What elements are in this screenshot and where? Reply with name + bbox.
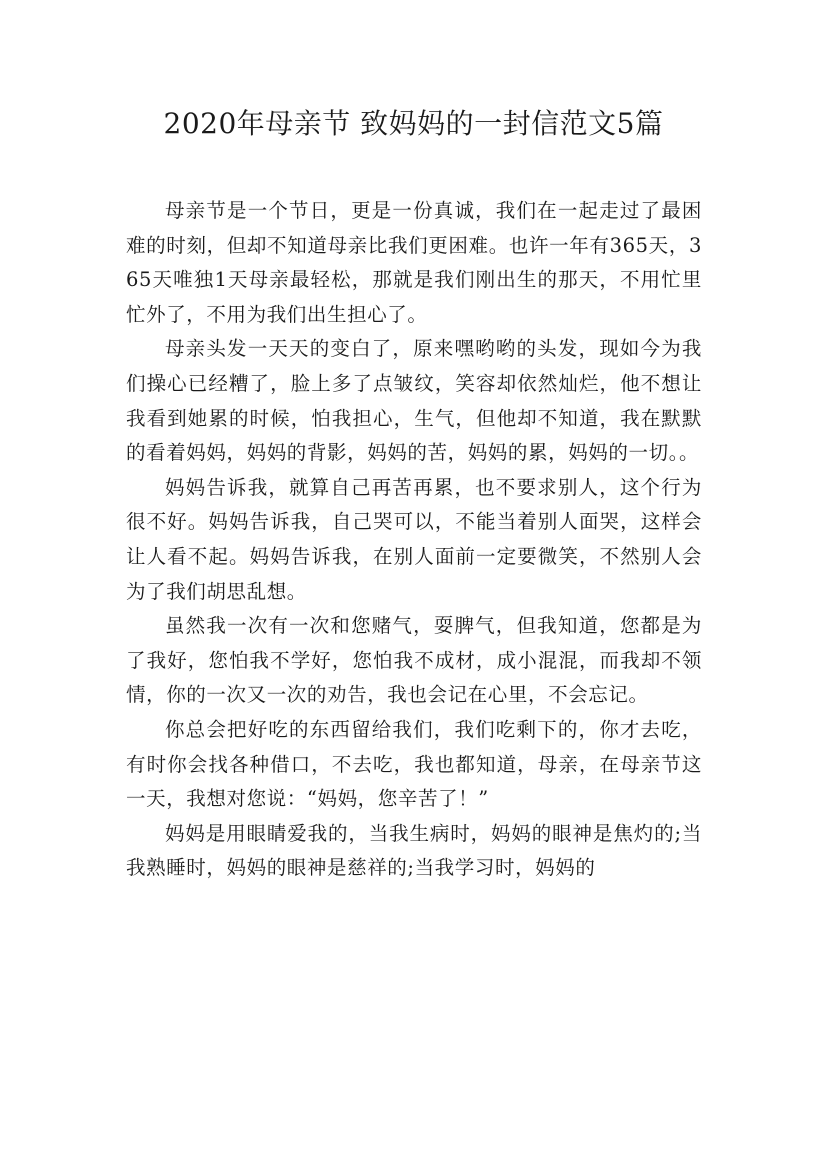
paragraph-4: 虽然我一次有一次和您赌气，耍脾气，但我知道，您都是为了我好，您怕我不学好，您怕我不成材，成小混混，而我却不领情，你的一次又一次的劝告，我也会记在心里，不会忘记。 (126, 614, 702, 707)
paragraph-1: 母亲节是一个节日，更是一份真诚，我们在一起走过了最困难的时刻，但却不知道母亲比我们更困难。也许一年有365天，365天唯独1天母亲最轻松，那就是我们刚出生的那天，不用忙里忙外了，不用为我们出生担心了。 (126, 199, 702, 326)
paragraph-3: 妈妈告诉我，就算自己再苦再累，也不要求别人，这个行为很不好。妈妈告诉我，自己哭可以，不能当着别人面哭，这样会让人看不起。妈妈告诉我，在别人面前一定要微笑，不然别人会为了我们胡思乱想。 (126, 475, 702, 603)
paragraph-5: 你总会把好吃的东西留给我们，我们吃剩下的，你才去吃，有时你会找各种借口，不去吃，我也都知道，母亲，在母亲节这一天，我想对您说：“妈妈，您辛苦了！” (126, 717, 702, 811)
paragraph-2: 母亲头发一天天的变白了，原来嘿哟哟的头发，现如今为我们操心已经糟了，脸上多了点皱纹，笑容却依然灿烂，他不想让我看到她累的时候，怕我担心，生气，但他却不知道，我在默默的看着妈妈，妈妈的背影，妈妈的苦，妈妈的累，妈妈的一切。。 (126, 337, 702, 465)
letter-body (126, 194, 702, 886)
page-title: 2020年母亲节 致妈妈的一封信范文5篇 (163, 107, 664, 140)
paragraph-6: 妈妈是用眼睛爱我的，当我生病时，妈妈的眼神是焦灼的;当我熟睡时，妈妈的眼神是慈祥的;当我学习时，妈妈的 (126, 821, 702, 880)
